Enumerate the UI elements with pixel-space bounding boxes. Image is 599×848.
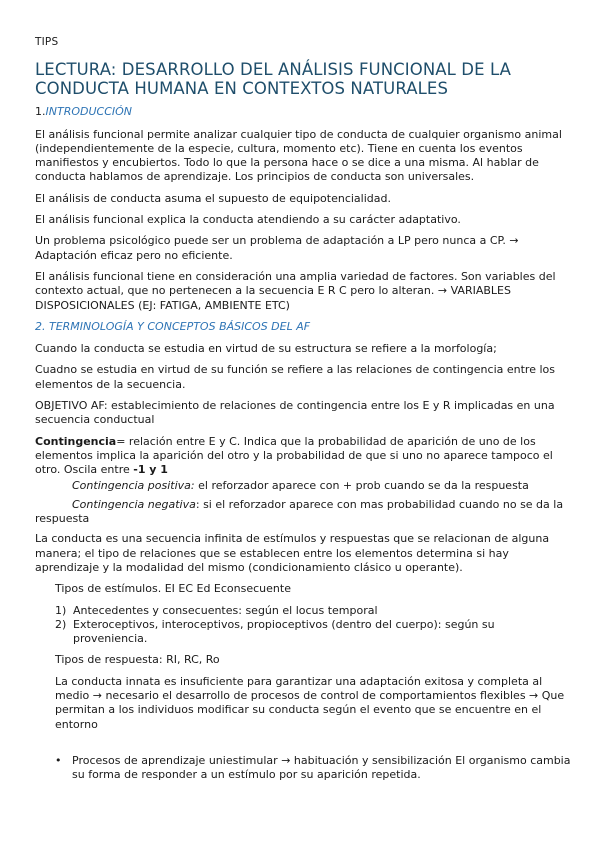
header-tips: TIPS [35, 36, 59, 48]
paragraph: El análisis funcional permite analizar cualquier tipo de conducta de cualquier organismo animal (independientemente de la especie, cultura, momento etc). Tiene en cuenta los eventos manifiestos y encubiertos. Todo lo que la persona hace o se dice a una misma. Al hablar de conducta hablamos de aprendizaje. Los principios de conducta son universales. [35, 127, 562, 184]
tipos-respuesta: Tipos de respuesta: RI, RC, Ro [55, 653, 220, 667]
list-item [55, 604, 571, 618]
contingencia-range: -1 y 1 [133, 463, 168, 477]
contingencia-negativa-term: Contingencia negativa [72, 497, 196, 511]
contingencia-negativa-text: : si el reforzador aparece con mas probabilidad cuando no se da la respuesta [35, 497, 564, 526]
estimulos-list [35, 604, 571, 647]
contingencia-positiva-text: el reforzador aparece con + prob cuando se da la respuesta [194, 479, 529, 493]
paragraph: Cuando la conducta se estudia en virtud de su estructura se refiere a la morfología; [35, 342, 497, 356]
document-title: LECTURA: DESARROLLO DEL ANÁLISIS FUNCIONAL DE LA CONDUCTA HUMANA EN CONTEXTOS NATURALES [35, 59, 512, 99]
paragraph: La conducta es una secuencia infinita de estímulos y respuestas que se relacionan de alguna manera; el tipo de relaciones que se establecen entre los elementos determina si hay aprendizaje y la modalidad del mismo (condicionamiento clásico u operante). [35, 532, 550, 574]
paragraph: El análisis funcional tiene en consideración una amplia variedad de factores. Son variables del contexto actual, que no pertenecen a la secuencia E R C pero lo alteran. → VARIABLES DISPOSICIONALES (EJ: FATIGA, AMBIENTE ETC) [35, 269, 556, 312]
contingencia-term: Contingencia [35, 434, 117, 448]
section-heading-introduccion [35, 105, 571, 119]
list-item-number: 1) [55, 603, 67, 617]
contingencia-positiva-term: Contingencia positiva: [72, 479, 195, 493]
paragraph: Cuadno se estudia en virtud de su función se refiere a las relaciones de contingencia entre los elementos de la secuencia. [35, 363, 555, 391]
contingencia-text: = relación entre E y C. Indica que la probabilidad de aparición de uno de los elementos implica la aparición del otro y la probabilidad de que si uno no aparece tampoco el otro. Oscila entre [35, 434, 553, 477]
contingencia-definition [35, 435, 571, 478]
section-title: INTRODUCCIÓN [45, 105, 133, 119]
list-item [55, 618, 571, 647]
section-heading-terminologia: 2. TERMINOLOGÍA Y CONCEPTOS BÁSICOS DEL AF [35, 319, 311, 333]
paragraph: El análisis funcional explica la conducta atendiendo a su carácter adaptativo. [35, 213, 461, 227]
bullet-list [35, 754, 571, 783]
list-item-number: 2) [55, 617, 67, 631]
paragraph: El análisis de conducta asuma el supuesto de equipotencialidad. [35, 191, 391, 205]
paragraph-conducta-innata: La conducta innata es insuficiente para garantizar una adaptación exitosa y completa al medio → necesario el desarrollo de procesos de control de comportamientos flexibles → Que permitan a los individuos modificar su conducta según el evento que se encuentre en el entorno [55, 674, 565, 731]
tipos-estimulos: Tipos de estímulos. EI EC Ed Econsecuente [55, 582, 291, 596]
paragraph: Un problema psicológico puede ser un problema de adaptación a LP pero nunca a CP. → Adaptación eficaz pero no eficiente. [35, 234, 519, 262]
list-item [55, 754, 571, 783]
bullet-icon: • [55, 753, 62, 767]
list-item-text: Procesos de aprendizaje uniestimular → habituación y sensibilización El organismo cambia su forma de responder a un estímulo por su aparición repetida. [72, 753, 571, 782]
list-item-text: Antecedentes y consecuentes: según el locus temporal [73, 603, 378, 617]
list-item-text: Exteroceptivos, interoceptivos, propioceptivos (dentro del cuerpo): según su proveniencia. [73, 617, 495, 646]
contingencia-positiva [35, 479, 571, 493]
contingencia-negativa [35, 498, 571, 527]
section-number: 1. [35, 105, 46, 119]
paragraph: OBJETIVO AF: establecimiento de relaciones de contingencia entre los E y R implicadas en una secuencia conductual [35, 398, 555, 427]
